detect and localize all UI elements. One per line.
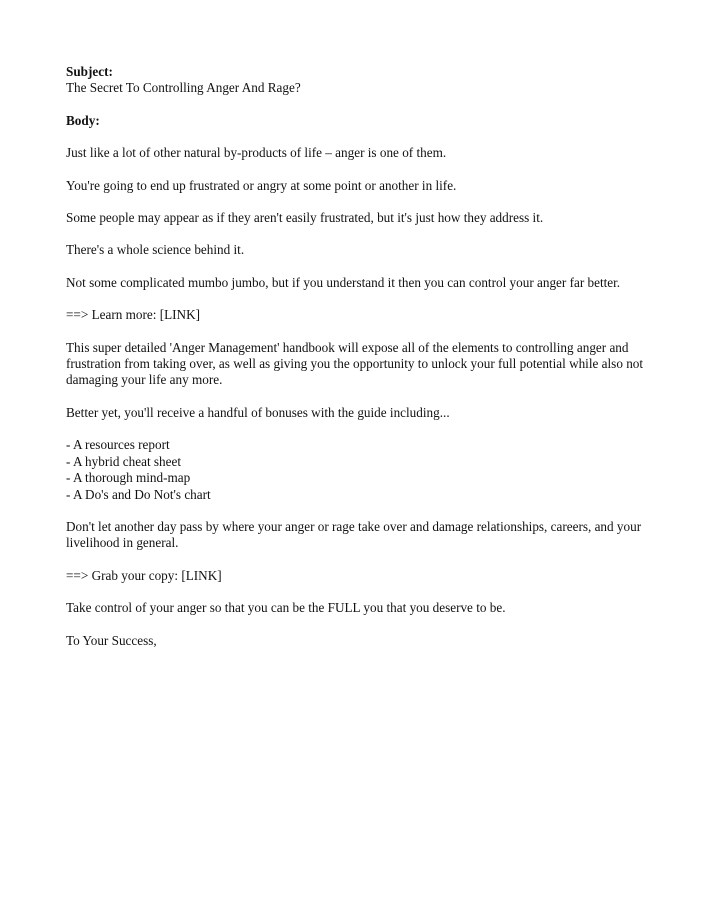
body-paragraph: This super detailed 'Anger Management' handbook will expose all of the elements to controlling anger and frustration from taking over, as well as giving you the opportunity to unlock your full potential while also not damaging your life any more. [66, 339, 644, 388]
body-paragraph: You're going to end up frustrated or angry at some point or another in life. [66, 177, 457, 193]
subject-line: The Secret To Controlling Anger And Rage? [66, 80, 301, 96]
bonus-item-text: A resources report [72, 437, 170, 453]
dash-bullet [66, 437, 73, 452]
dash-bullet [66, 454, 73, 469]
body-paragraph: Just like a lot of other natural by-products of life – anger is one of them. [66, 145, 447, 161]
body-paragraph: Take control of your anger so that you can be the FULL you that you deserve to be. [66, 600, 506, 616]
dash-bullet [66, 487, 73, 502]
bonus-list [66, 437, 656, 503]
list-item [66, 437, 656, 453]
body-paragraph: There's a whole science behind it. [66, 242, 245, 258]
body-paragraph: Better yet, you'll receive a handful of bonuses with the guide including... [66, 404, 450, 420]
learn-more-link-line: ==> Learn more: [LINK] [66, 307, 200, 323]
list-item [66, 487, 656, 503]
body-paragraph: Don't let another day pass by where your anger or rage take over and damage relationships, careers, and your livelihood in general. [66, 518, 642, 551]
subject-label: Subject: [66, 64, 113, 79]
body-paragraph: Some people may appear as if they aren't easily frustrated, but it's just how they address it. [66, 210, 544, 226]
bonus-item-text: A thorough mind-map [72, 470, 191, 486]
dash-bullet [66, 470, 73, 485]
body-paragraph: Not some complicated mumbo jumbo, but if you understand it then you can control your anger far better. [66, 274, 621, 290]
list-item [66, 470, 656, 486]
body-label: Body: [66, 112, 100, 128]
grab-copy-link-line: ==> Grab your copy: [LINK] [66, 567, 222, 583]
bonus-item-text: A hybrid cheat sheet [72, 453, 181, 469]
list-item [66, 454, 656, 470]
bonus-item-text: A Do's and Do Not's chart [72, 486, 211, 502]
email-document [66, 64, 656, 665]
sign-off: To Your Success, [66, 632, 157, 648]
